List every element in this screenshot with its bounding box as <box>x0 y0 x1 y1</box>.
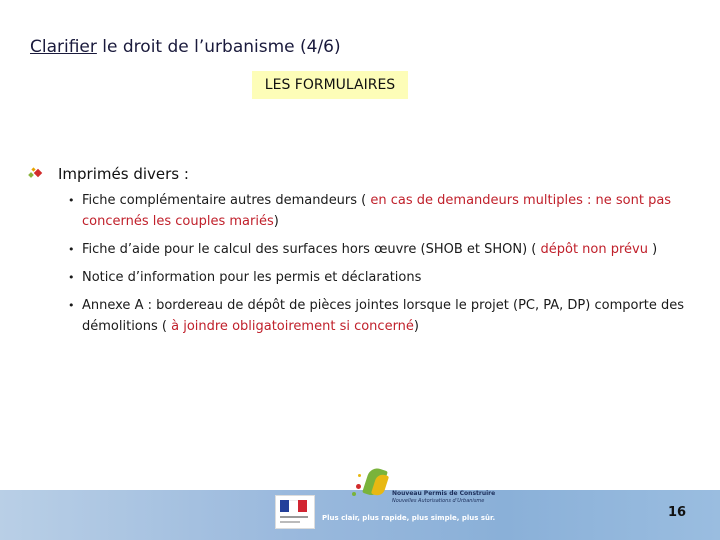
list-item-highlight: à joindre obligatoirement si concerné <box>171 319 414 334</box>
section-label: LES FORMULAIRES <box>252 71 408 99</box>
list-item: • Annexe A : bordereau de dépôt de pièces jointes lorsque le projet (PC, PA, DP) comporte des démolitions ( à joindre obligatoirement si concerné) <box>66 295 706 337</box>
logo-subtitle: Nouvelles Autorisations d’Urbanisme <box>392 498 485 504</box>
permis-construire-logo-icon <box>350 466 394 502</box>
slide-title <box>30 37 341 57</box>
list-item-highlight: en cas de demandeurs multiples : ne sont pas concernés les couples mariés <box>82 193 672 229</box>
bullet-diamond-icon <box>28 168 46 180</box>
footer-tagline: Plus clair, plus rapide, plus simple, plus sûr. <box>322 514 496 522</box>
title-underlined: Clarifier <box>30 37 97 57</box>
list-item: • Fiche complémentaire autres demandeurs ( en cas de demandeurs multiples : ne sont pas concernés les couples mariés) <box>66 190 706 232</box>
page-number: 16 <box>668 505 687 520</box>
list-item: • Notice d’information pour les permis et déclarations <box>66 267 706 288</box>
title-rest: le droit de l’urbanisme (4/6) <box>96 37 341 57</box>
section-heading-row <box>28 165 189 183</box>
republique-francaise-logo <box>275 495 315 529</box>
list-item: • Fiche d’aide pour le calcul des surfaces hors œuvre (SHOB et SHON) ( dépôt non prévu ) <box>66 239 706 260</box>
logo-title: Nouveau Permis de Construire <box>392 490 496 497</box>
section-heading: Imprimés divers : <box>58 165 189 183</box>
list-item-highlight: dépôt non prévu <box>540 242 648 257</box>
item-list <box>66 190 706 344</box>
